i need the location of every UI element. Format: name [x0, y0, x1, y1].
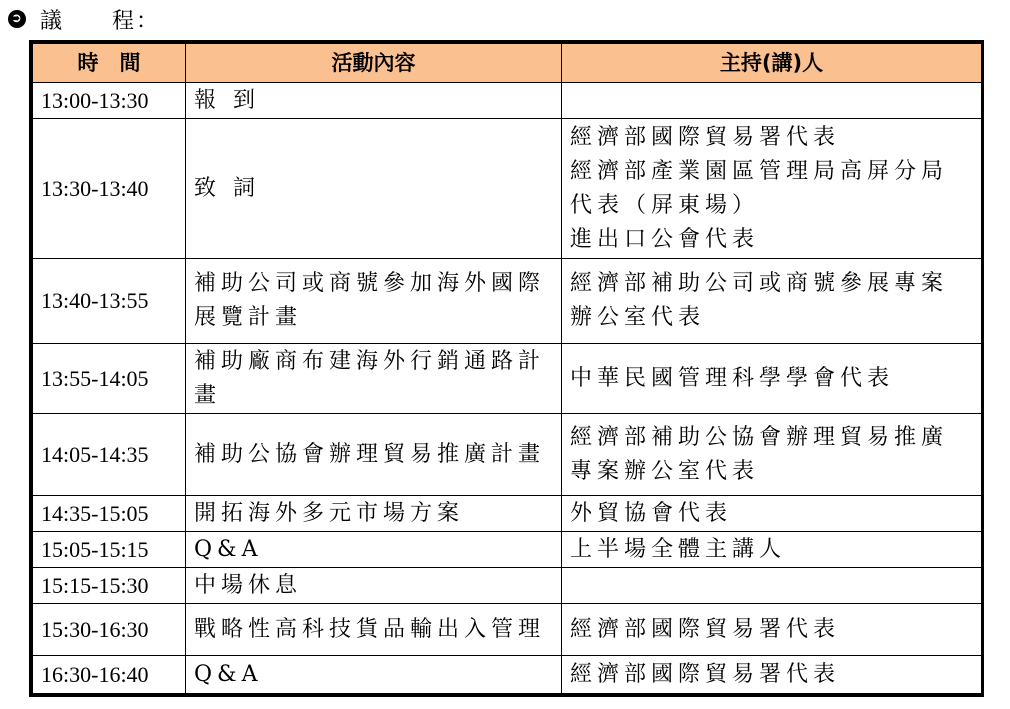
time-cell: 16:30-16:40	[33, 656, 186, 694]
host-cell	[562, 568, 982, 604]
activity-cell	[186, 656, 562, 694]
table-row	[33, 119, 982, 259]
table-row	[33, 656, 982, 694]
table-row	[33, 259, 982, 344]
agenda-table	[32, 43, 982, 694]
time-cell: 14:35-15:05	[33, 496, 186, 532]
agenda-heading	[8, 4, 160, 34]
activity-cell	[186, 568, 562, 604]
activity-line: 畫	[194, 382, 222, 408]
activity-line: 展覽計畫	[194, 305, 303, 330]
time-cell: 14:05-14:35	[33, 414, 186, 496]
activity-line: Q&A	[194, 536, 263, 562]
host-line: 經濟部國際貿易署代表	[570, 124, 841, 150]
host-cell	[562, 119, 982, 259]
time-cell: 15:30-16:30	[33, 604, 186, 656]
table-row	[33, 496, 982, 532]
activity-cell	[186, 83, 562, 119]
host-line: 進出口公會代表	[570, 226, 760, 252]
table-row	[33, 604, 982, 656]
activity-line: 補助廠商布建海外行銷通路計	[194, 348, 546, 374]
host-cell	[562, 259, 982, 344]
activity-line: 補助公司或商號參加海外國際	[194, 271, 546, 296]
host-cell	[562, 532, 982, 568]
host-line: 經濟部國際貿易署代表	[570, 616, 841, 642]
activity-cell	[186, 119, 562, 259]
activity-line: 戰略性高科技貨品輸出入管理	[194, 616, 546, 642]
activity-line: 補助公協會辦理貿易推廣計畫	[194, 441, 546, 467]
host-cell	[562, 344, 982, 414]
activity-cell	[186, 604, 562, 656]
table-row	[33, 414, 982, 496]
activity-line: Q&A	[194, 661, 263, 687]
table-row	[33, 83, 982, 119]
table-header-row	[33, 44, 982, 83]
time-cell: 15:05-15:15	[33, 532, 186, 568]
time-cell: 13:30-13:40	[33, 119, 186, 259]
host-line: 中華民國管理科學學會代表	[570, 365, 895, 391]
activity-cell	[186, 532, 562, 568]
host-line: 外貿協會代表	[570, 500, 733, 526]
time-cell: 13:55-14:05	[33, 344, 186, 414]
host-line: 經濟部產業園區管理局高屏分局	[570, 158, 949, 184]
time-cell: 15:15-15:30	[33, 568, 186, 604]
activity-cell	[186, 496, 562, 532]
host-cell	[562, 83, 982, 119]
table-row	[33, 568, 982, 604]
activity-cell	[186, 259, 562, 344]
activity-line: 致 詞	[194, 175, 260, 201]
activity-line: 報 到	[194, 87, 260, 113]
host-line: 辦公室代表	[570, 305, 706, 330]
host-line: 經濟部國際貿易署代表	[570, 661, 841, 687]
arrow-bullet-icon: ➲	[8, 10, 26, 28]
time-cell: 13:40-13:55	[33, 259, 186, 344]
header-time: 時 間	[33, 44, 186, 83]
table-row	[33, 532, 982, 568]
header-activity: 活動內容	[186, 44, 562, 83]
header-host: 主持(講)人	[562, 44, 982, 83]
host-line: 上半場全體主講人	[570, 536, 787, 562]
activity-line: 開拓海外多元市場方案	[194, 500, 465, 526]
activity-cell	[186, 344, 562, 414]
activity-cell	[186, 414, 562, 496]
host-line: 專案辦公室代表	[570, 458, 760, 484]
host-cell	[562, 496, 982, 532]
host-line: 經濟部補助公司或商號參展專案	[570, 271, 949, 296]
activity-line: 中場休息	[194, 572, 303, 598]
host-line: 代表（屏東場）	[570, 192, 760, 218]
host-cell	[562, 656, 982, 694]
host-cell	[562, 414, 982, 496]
host-cell	[562, 604, 982, 656]
table-row	[33, 344, 982, 414]
agenda-heading-label: 議 程：	[40, 8, 161, 34]
host-line: 經濟部補助公協會辦理貿易推廣	[570, 424, 949, 450]
time-cell: 13:00-13:30	[33, 83, 186, 119]
